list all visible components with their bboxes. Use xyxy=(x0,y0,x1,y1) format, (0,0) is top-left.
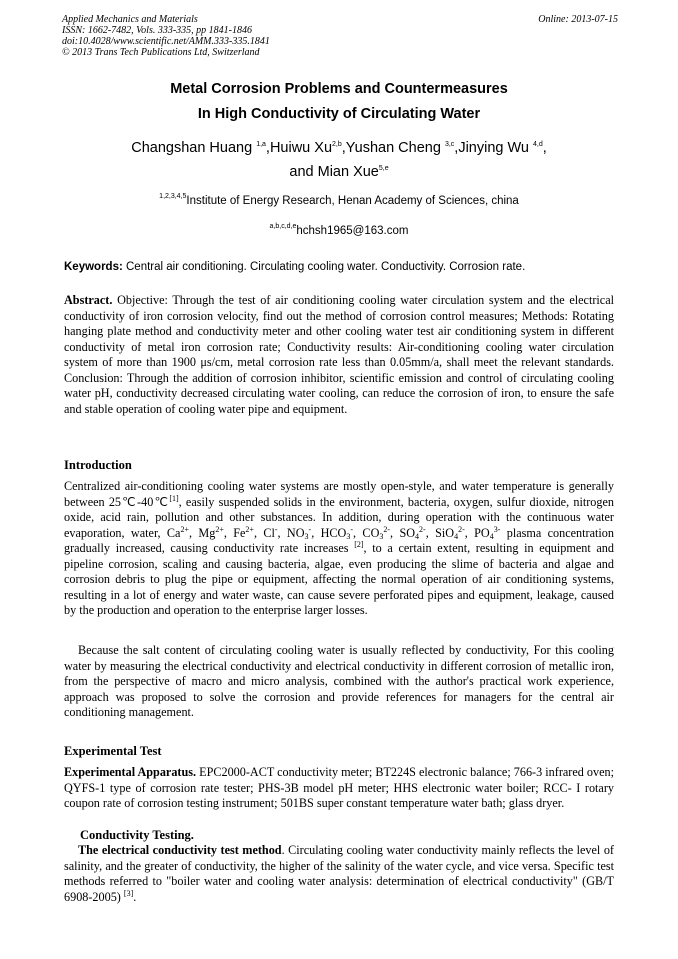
author-superscript: 4,d xyxy=(533,141,543,148)
intro-text: , SO xyxy=(390,525,416,540)
citation-ref: [3] xyxy=(123,888,134,898)
ion-subscript: 4 xyxy=(415,531,420,541)
journal-header xyxy=(62,14,622,58)
experimental-heading: Experimental Test xyxy=(64,744,162,758)
keywords-label: Keywords: xyxy=(64,261,123,273)
online-date: Online: 2013-07-15 xyxy=(538,14,618,25)
intro-text: plasma concentration gradually increased, causing conductivity rate increases xyxy=(64,525,614,555)
intro-text: , PO xyxy=(464,525,490,540)
ion-subscript: 3 xyxy=(379,531,384,541)
abstract-label: Abstract. xyxy=(64,293,113,307)
abstract-text: , metal corrosion rate less than 0.05mm/a, shall meet the relevant standards. Conclusion: Through the addition of corrosion inhibitor, scientific emission and control of circulating cooling water pH, conductivity decreased circulating water cooling, can reduce the corrosion of iron, to ensure the safe and stable operation of cooling water pipe and equipment. xyxy=(64,355,614,416)
doi-line: doi:10.4028/www.scientific.net/AMM.333-335.1841 xyxy=(62,36,270,47)
paper-title-line-1: Metal Corrosion Problems and Countermeasures xyxy=(170,81,508,97)
author-list-line-2 xyxy=(0,164,678,180)
introduction-heading: Introduction xyxy=(64,458,132,472)
ion-subscript: 4 xyxy=(489,531,494,541)
email-superscript: a,b,c,d,e xyxy=(269,223,297,230)
intro-text: Centralized air-conditioning cooling water systems are mostly open-style, and water temperature is generally between 25℃-40℃ xyxy=(64,479,614,509)
author-name: and Mian Xue xyxy=(289,164,379,180)
author-superscript: 2,b xyxy=(332,141,342,148)
ion-subscript: 3 xyxy=(304,531,309,541)
abstract-unit: μs/cm xyxy=(200,355,230,369)
intro-text: , Mg xyxy=(188,525,216,540)
author-name: Changshan Huang xyxy=(131,140,253,156)
author-superscript: 5,e xyxy=(378,165,389,172)
affiliation xyxy=(0,195,678,207)
apparatus-text: EPC2000-ACT conductivity meter; BT224S electronic balance; 766-3 infrared oven; QYFS-1 type of corrosion rate tester; PHS-3B model pH meter; HHS electronic water boiler; RCC- I rotary coupon rate of corrosion testing instrument; 501BS super constant temperature water bath; glass dryer. xyxy=(64,765,614,810)
email-line xyxy=(0,225,678,237)
author-superscript: 1,a xyxy=(256,141,266,148)
abstract xyxy=(64,293,614,417)
author-superscript: 3,c xyxy=(444,141,455,148)
introduction-paragraph-2: Because the salt content of circulating cooling water is usually reflected by conductivity, For this cooling water by measuring the electrical conductivity and electrical conductivity in different corrosion of metallic iron, from the perspective of macro and micro analysis, combined with the author's practical work experience, approach was proposed to solve the corrosion and provide references for managers for the central air conditioning management. xyxy=(64,643,614,719)
intro-text: , NO xyxy=(277,525,305,540)
introduction-paragraph-1 xyxy=(64,479,614,619)
author-name: ,Jinying Wu xyxy=(454,140,529,156)
email-address: hchsh1965@163.com xyxy=(296,225,409,237)
intro-text: , Fe xyxy=(223,525,246,540)
ion-charge: 2- xyxy=(419,524,426,534)
intro-text: , Cl xyxy=(253,525,275,540)
affiliation-text: Institute of Energy Research, Henan Academy of Sciences, china xyxy=(186,195,519,207)
affiliation-superscript: 1,2,3,4,5 xyxy=(159,193,187,200)
ion-charge: 2- xyxy=(458,524,465,534)
ion-charge: - xyxy=(308,524,312,534)
intro-text: , HCO xyxy=(311,525,347,540)
citation-ref: [1] xyxy=(169,493,179,503)
ion-subscript: 4 xyxy=(454,531,459,541)
ion-charge: 2+ xyxy=(215,524,224,534)
ion-charge: - xyxy=(350,524,354,534)
apparatus-label: Experimental Apparatus. xyxy=(64,765,197,779)
author-name: ,Yushan Cheng xyxy=(341,140,441,156)
ion-charge: 2- xyxy=(383,524,391,534)
ion-subscript: 3 xyxy=(346,531,351,541)
ion-charge: - xyxy=(274,524,278,534)
method-text: . Circulating cooling water conductivity mainly reflects the level of salinity, and the greater of conductivity, the higher of the salinity of the water cycle, and vice versa. Specific test methods referred to "boiler water and cooling water analysis: determination of electrical conductivity" (GB/T 6908-2005) xyxy=(64,843,614,904)
issn-line: ISSN: 1662-7482, Vols. 333-335, pp 1841-1846 xyxy=(62,25,252,36)
intro-text: , easily suspended solids in the environment, bacteria, oxygen, sulfur dioxide, nitrogen oxide, acid rain, pollution and other substances. In addition, during operation with the continuous water evaporation, water, Ca xyxy=(64,494,614,540)
keywords-text: Central air conditioning. Circulating cooling water. Conductivity. Corrosion rate. xyxy=(122,261,526,273)
journal-name: Applied Mechanics and Materials xyxy=(62,14,198,25)
keywords xyxy=(64,261,616,273)
method-text: . xyxy=(133,889,137,904)
apparatus-paragraph xyxy=(64,765,614,812)
intro-text: , CO xyxy=(353,525,380,540)
intro-text: , SiO xyxy=(425,525,455,540)
author-name: ,Huiwu Xu xyxy=(265,140,333,156)
conductivity-heading: Conductivity Testing. xyxy=(80,828,194,842)
copyright-line: © 2013 Trans Tech Publications Ltd, Switzerland xyxy=(62,47,260,58)
method-paragraph xyxy=(64,843,614,905)
intro-text: , to a certain extent, resulting in equipment and pipeline corrosion, scaling and causing bacteria, algae, even producing the slime of bacteria and algae and corrosion debris to plug the pipe or equipment, affecting the normal operation of air conditioning systems, resulting in a lot of energy and water waste, can cause severe perforated pipes and equipment, leakage, caused by the production and operation to the enterprise larger losses. xyxy=(64,541,614,617)
abstract-text: Objective: Through the test of air conditioning cooling water circulation system and the electrical conductivity of iron corrosion velocity, find out the method of corrosion control measures; Methods: Rotating hanging plate method and conductivity meter and other cooling water test air conditioning system in different conductivity of metal iron corrosion rate; Conductivity results: Air-conditioning cooling water circulation system of more than 1900 xyxy=(64,293,614,369)
ion-charge: 2+ xyxy=(180,524,189,534)
author-separator: , xyxy=(542,140,547,156)
author-list xyxy=(0,140,678,156)
ion-charge: 2+ xyxy=(245,524,254,534)
ion-charge: 3- xyxy=(493,524,501,534)
citation-ref: [2] xyxy=(354,540,364,549)
method-label: The electrical conductivity test method xyxy=(78,843,282,857)
paper-title-line-2: In High Conductivity of Circulating Water xyxy=(197,106,481,122)
